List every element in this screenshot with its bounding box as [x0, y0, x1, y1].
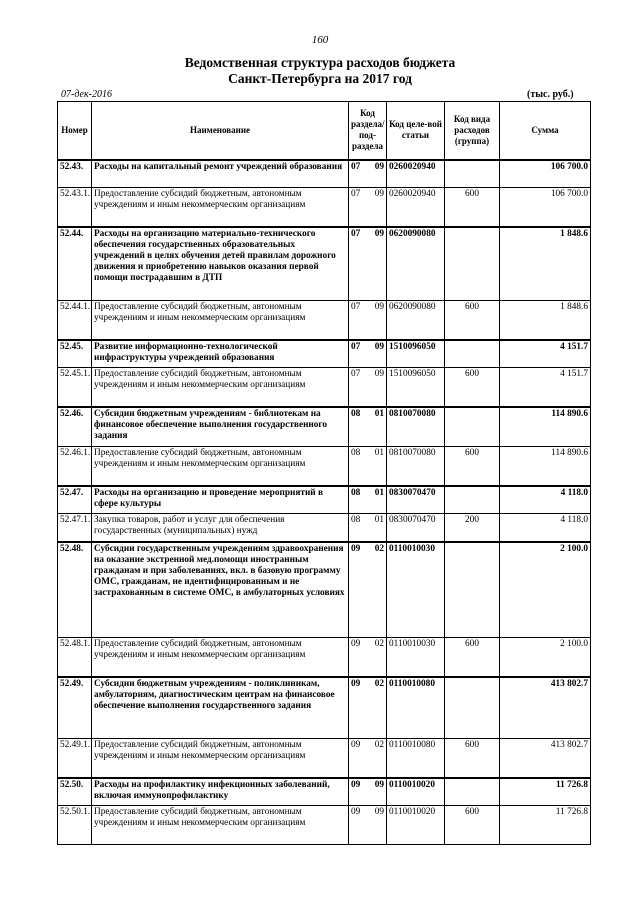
table-row	[58, 160, 591, 188]
row-expense-type: 600	[445, 806, 500, 845]
row-section-code	[349, 806, 387, 845]
header-section-code: Код раздела/ под-раздела	[349, 102, 387, 160]
row-number: 52.44.	[58, 227, 92, 301]
row-number: 52.45.	[58, 340, 92, 368]
row-amount: 114 890.6	[500, 447, 591, 486]
row-target-code: 0110010080	[387, 739, 445, 778]
section-code: 09	[351, 639, 361, 649]
subsection-code: 02	[374, 639, 384, 649]
row-amount: 114 890.6	[500, 407, 591, 447]
row-name: Предоставление субсидий бюджетным, автономным учреждениям и иным некоммерческим организациям	[92, 806, 349, 845]
table-row	[58, 227, 591, 301]
header-number: Номер	[58, 102, 92, 160]
row-amount: 106 700.0	[500, 188, 591, 227]
row-section-code	[349, 486, 387, 514]
row-expense-type: 600	[445, 739, 500, 778]
subsection-code: 09	[374, 302, 384, 312]
table-row	[58, 188, 591, 227]
subsection-code: 01	[374, 408, 384, 419]
row-section-code	[349, 301, 387, 340]
row-amount: 1 848.6	[500, 227, 591, 301]
row-section-code	[349, 227, 387, 301]
section-code: 08	[351, 408, 361, 419]
row-expense-type: 600	[445, 301, 500, 340]
row-amount: 413 802.7	[500, 677, 591, 739]
row-expense-type	[445, 677, 500, 739]
row-section-code	[349, 739, 387, 778]
row-section-code	[349, 447, 387, 486]
row-number: 52.48.	[58, 542, 92, 638]
row-name: Предоставление субсидий бюджетным, автономным учреждениям и иным некоммерческим организациям	[92, 301, 349, 340]
table-row	[58, 739, 591, 778]
row-number: 52.49.1.	[58, 739, 92, 778]
row-expense-type	[445, 340, 500, 368]
row-name: Предоставление субсидий бюджетным, автономным учреждениям и иным некоммерческим организациям	[92, 447, 349, 486]
header-expense-type: Код вида расходов (группа)	[445, 102, 500, 160]
table-row	[58, 301, 591, 340]
section-code: 08	[351, 487, 361, 498]
subsection-code: 09	[374, 189, 384, 199]
row-expense-type: 600	[445, 447, 500, 486]
row-target-code: 0260020940	[387, 188, 445, 227]
row-expense-type: 600	[445, 638, 500, 677]
subsection-code: 02	[374, 678, 384, 689]
title-line-1: Ведомственная структура расходов бюджета	[184, 55, 456, 70]
table-row	[58, 486, 591, 514]
row-name: Предоставление субсидий бюджетным, автономным учреждениям и иным некоммерческим организациям	[92, 188, 349, 227]
row-name: Развитие информационно-технологической инфраструктуры учреждений образования	[92, 340, 349, 368]
document-title	[0, 55, 640, 87]
row-amount: 2 100.0	[500, 638, 591, 677]
row-target-code: 0830070470	[387, 486, 445, 514]
row-target-code: 1510096050	[387, 368, 445, 407]
row-expense-type: 600	[445, 368, 500, 407]
section-code: 07	[351, 369, 361, 379]
row-expense-type	[445, 160, 500, 188]
row-number: 52.43.1.	[58, 188, 92, 227]
row-amount: 2 100.0	[500, 542, 591, 638]
row-section-code	[349, 778, 387, 806]
header-amount: Сумма	[500, 102, 591, 160]
section-code: 09	[351, 779, 361, 790]
subsection-code: 09	[374, 341, 384, 352]
subsection-code: 01	[374, 515, 384, 525]
section-code: 07	[351, 341, 361, 352]
subsection-code: 01	[374, 448, 384, 458]
row-number: 52.43.	[58, 160, 92, 188]
row-section-code	[349, 340, 387, 368]
section-code: 08	[351, 515, 361, 525]
row-target-code: 0830070470	[387, 514, 445, 542]
row-expense-type	[445, 486, 500, 514]
row-number: 52.46.1.	[58, 447, 92, 486]
row-section-code	[349, 542, 387, 638]
row-expense-type	[445, 542, 500, 638]
subsection-code: 09	[374, 807, 384, 817]
row-number: 52.45.1.	[58, 368, 92, 407]
row-name: Предоставление субсидий бюджетным, автономным учреждениям и иным некоммерческим организациям	[92, 368, 349, 407]
row-expense-type	[445, 778, 500, 806]
section-code: 09	[351, 543, 361, 554]
row-expense-type: 200	[445, 514, 500, 542]
row-target-code: 0620090080	[387, 301, 445, 340]
row-number: 52.48.1.	[58, 638, 92, 677]
section-code: 07	[351, 302, 361, 312]
section-code: 08	[351, 448, 361, 458]
table-row	[58, 806, 591, 845]
row-name: Предоставление субсидий бюджетным, автономным учреждениям и иным некоммерческим организациям	[92, 739, 349, 778]
row-name: Расходы на капитальный ремонт учреждений образования	[92, 160, 349, 188]
section-code: 09	[351, 740, 361, 750]
row-number: 52.47.	[58, 486, 92, 514]
table-body	[58, 160, 591, 845]
row-target-code: 0110010020	[387, 806, 445, 845]
section-code: 09	[351, 678, 361, 689]
row-section-code	[349, 638, 387, 677]
row-number: 52.49.	[58, 677, 92, 739]
row-name: Субсидии бюджетным учреждениям - поликлиникам, амбулаториям, диагностическим центрам на финансовое обеспечение выполнения государственного задания	[92, 677, 349, 739]
row-section-code	[349, 514, 387, 542]
subsection-code: 01	[374, 487, 384, 498]
table-row	[58, 638, 591, 677]
units-label: (тыс. руб.)	[527, 89, 574, 100]
section-code: 07	[351, 161, 361, 172]
row-number: 52.46.	[58, 407, 92, 447]
row-amount: 4 151.7	[500, 368, 591, 407]
subsection-code: 09	[374, 369, 384, 379]
row-name: Расходы на профилактику инфекционных заболеваний, включая иммунопрофилактику	[92, 778, 349, 806]
budget-table	[57, 101, 591, 845]
row-target-code: 0810070080	[387, 407, 445, 447]
row-amount: 4 118.0	[500, 514, 591, 542]
row-amount: 106 700.0	[500, 160, 591, 188]
document-date: 07-дек-2016	[61, 89, 112, 100]
table-row	[58, 368, 591, 407]
row-target-code: 0620090080	[387, 227, 445, 301]
table-row	[58, 340, 591, 368]
subsection-code: 02	[374, 740, 384, 750]
table-row	[58, 407, 591, 447]
section-code: 09	[351, 807, 361, 817]
header-name: Наименование	[92, 102, 349, 160]
header-target-code: Код целе-вой статьи	[387, 102, 445, 160]
row-target-code: 1510096050	[387, 340, 445, 368]
row-name: Расходы на организацию и проведение мероприятий в сфере культуры	[92, 486, 349, 514]
subsection-code: 09	[374, 779, 384, 790]
row-amount: 1 848.6	[500, 301, 591, 340]
row-number: 52.47.1.	[58, 514, 92, 542]
table-row	[58, 778, 591, 806]
section-code: 07	[351, 189, 361, 199]
row-amount: 11 726.8	[500, 778, 591, 806]
row-section-code	[349, 407, 387, 447]
table-header-row	[58, 102, 591, 160]
row-number: 52.50.	[58, 778, 92, 806]
row-section-code	[349, 160, 387, 188]
table-row	[58, 514, 591, 542]
row-section-code	[349, 188, 387, 227]
row-amount: 4 151.7	[500, 340, 591, 368]
row-amount: 11 726.8	[500, 806, 591, 845]
table-row	[58, 677, 591, 739]
row-amount: 4 118.0	[500, 486, 591, 514]
row-name: Закупка товаров, работ и услуг для обеспечения государственных (муниципальных) нужд	[92, 514, 349, 542]
section-code: 07	[351, 228, 361, 239]
table-row	[58, 447, 591, 486]
row-amount: 413 802.7	[500, 739, 591, 778]
table-row	[58, 542, 591, 638]
row-name: Субсидии государственным учреждениям здравоохранения на оказание экстренной мед.помощи иностранным гражданам и при заболеваниях, вкл. в базовую программу ОМС, гражданам, не идентифицированным и не застрахованным в системе ОМС, в амбулаторных условиях	[92, 542, 349, 638]
row-expense-type	[445, 407, 500, 447]
row-section-code	[349, 368, 387, 407]
subsection-code: 09	[374, 161, 384, 172]
row-name: Субсидии бюджетным учреждениям - библиотекам на финансовое обеспечение выполнения государственного задания	[92, 407, 349, 447]
row-number: 52.44.1.	[58, 301, 92, 340]
row-target-code: 0110010080	[387, 677, 445, 739]
page-number: 160	[311, 34, 329, 46]
subsection-code: 09	[374, 228, 384, 239]
row-target-code: 0110010030	[387, 542, 445, 638]
row-name: Расходы на организацию материально-технического обеспечения государственных образовательных учреждений в целях обучения детей правилам дорожного движения и приобретению навыков оказания первой помощи пострадавшим в ДТП	[92, 227, 349, 301]
row-section-code	[349, 677, 387, 739]
row-target-code: 0810070080	[387, 447, 445, 486]
row-name: Предоставление субсидий бюджетным, автономным учреждениям и иным некоммерческим организациям	[92, 638, 349, 677]
title-line-2: Санкт-Петербурга на 2017 год	[228, 71, 412, 86]
row-number: 52.50.1.	[58, 806, 92, 845]
row-target-code: 0260020940	[387, 160, 445, 188]
subsection-code: 02	[374, 543, 384, 554]
row-expense-type	[445, 227, 500, 301]
row-expense-type: 600	[445, 188, 500, 227]
row-target-code: 0110010020	[387, 778, 445, 806]
row-target-code: 0110010030	[387, 638, 445, 677]
